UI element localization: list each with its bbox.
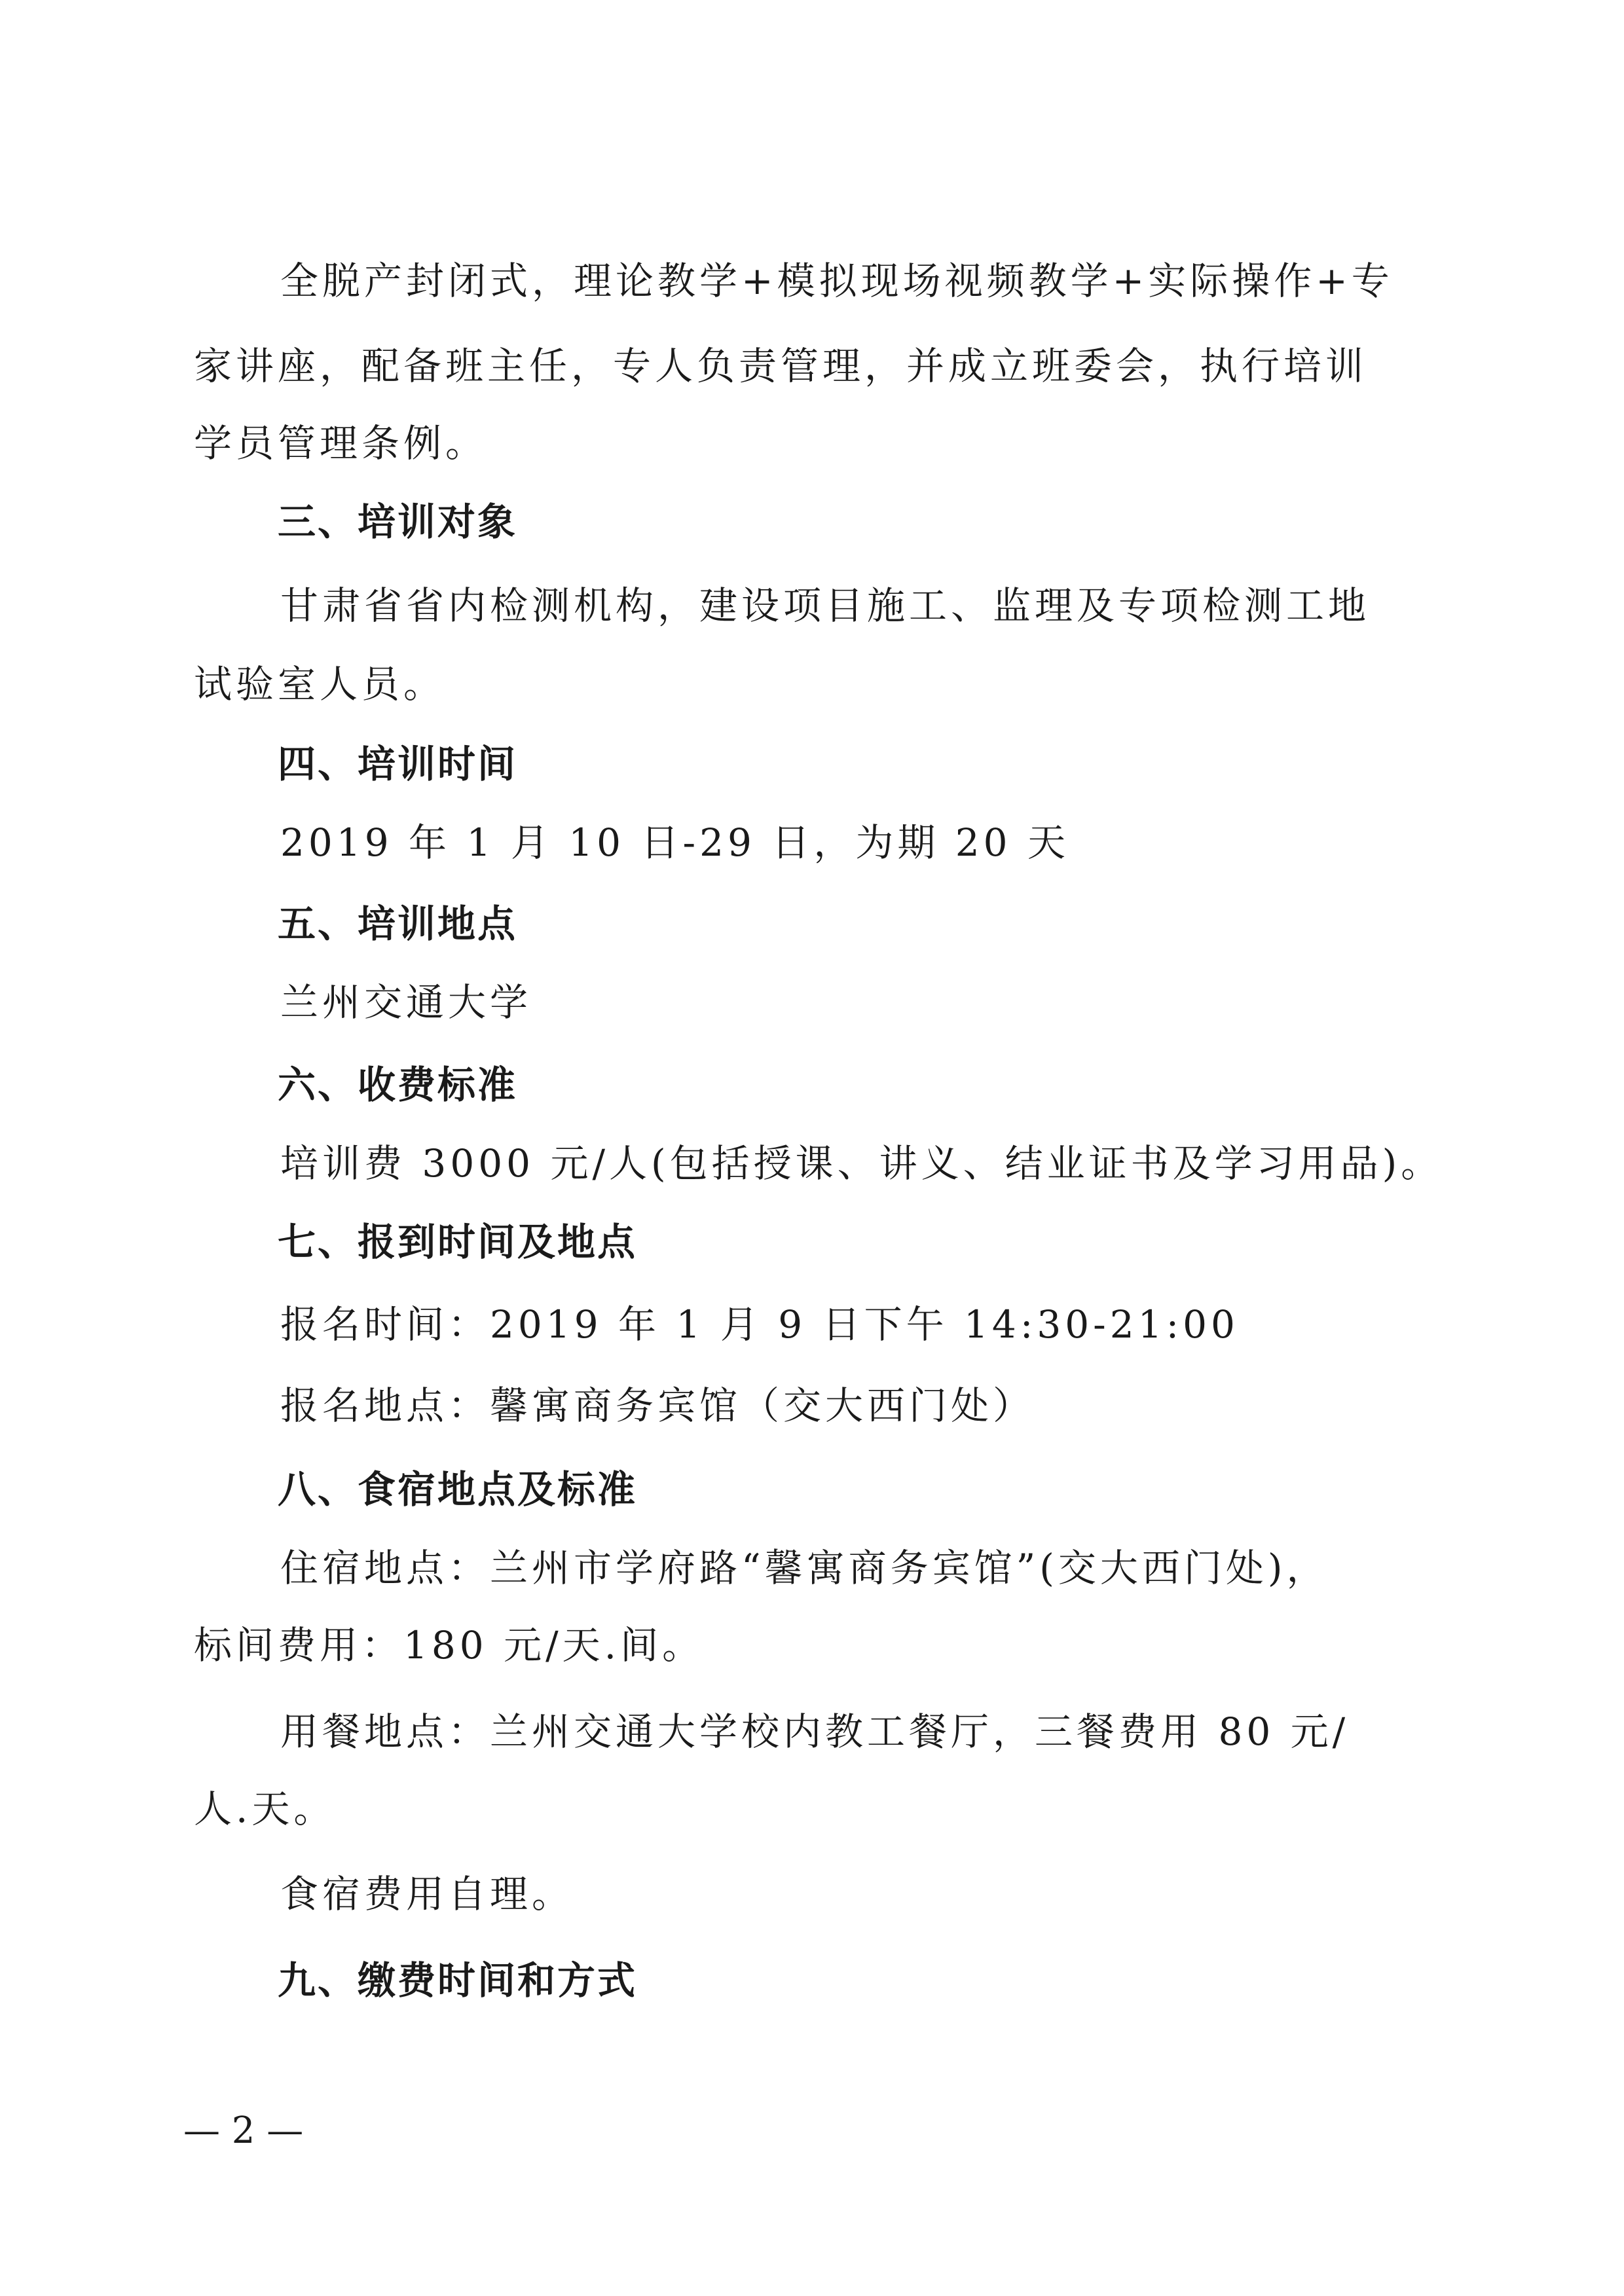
paragraph-registration-location: 报名地点：馨寓商务宾馆（交大西门处） xyxy=(280,1383,1035,1428)
paragraph-fee-standard: 培训费 3000 元/人(包括授课、讲义、结业证书及学习用品)。 xyxy=(280,1141,1443,1186)
paragraph-dining-line-1: 用餐地点：兰州交通大学校内教工餐厅，三餐费用 80 元/ xyxy=(280,1709,1350,1754)
paragraph-training-target-line-1: 甘肃省省内检测机构，建设项目施工、监理及专项检测工地 xyxy=(280,583,1371,628)
paragraph-training-format-line-1: 全脱产封闭式，理论教学+模拟现场视频教学+实际操作+专 xyxy=(280,259,1393,303)
heading-fee-standard: 六、收费标准 xyxy=(278,1063,518,1107)
paragraph-training-location: 兰州交通大学 xyxy=(280,980,532,1025)
heading-training-target: 三、培训对象 xyxy=(278,500,518,544)
page-number: — 2 — xyxy=(183,2109,304,2152)
paragraph-registration-time: 报名时间：2019 年 1 月 9 日下午 14:30-21:00 xyxy=(280,1302,1239,1347)
heading-training-time: 四、培训时间 xyxy=(278,742,518,786)
paragraph-training-format-line-3: 学员管理条例。 xyxy=(194,421,488,465)
heading-registration: 七、报到时间及地点 xyxy=(278,1220,638,1264)
paragraph-training-format-line-2: 家讲座，配备班主任，专人负责管理，并成立班委会，执行培训 xyxy=(194,344,1368,388)
paragraph-lodging-line-1: 住宿地点：兰州市学府路“馨寓商务宾馆”(交大西门处)， xyxy=(280,1546,1329,1590)
heading-payment: 九、缴费时间和方式 xyxy=(278,1958,638,2003)
paragraph-lodging-line-2: 标间费用：180 元/天.间。 xyxy=(194,1623,705,1667)
paragraph-dining-line-2: 人.天。 xyxy=(194,1787,336,1831)
paragraph-self-paid: 食宿费用自理。 xyxy=(280,1872,574,1916)
paragraph-training-target-line-2: 试验室人员。 xyxy=(194,662,446,706)
heading-training-location: 五、培训地点 xyxy=(278,902,518,946)
paragraph-training-time: 2019 年 1 月 10 日-29 日，为期 20 天 xyxy=(280,820,1070,865)
heading-accommodation: 八、食宿地点及标准 xyxy=(278,1467,638,1512)
